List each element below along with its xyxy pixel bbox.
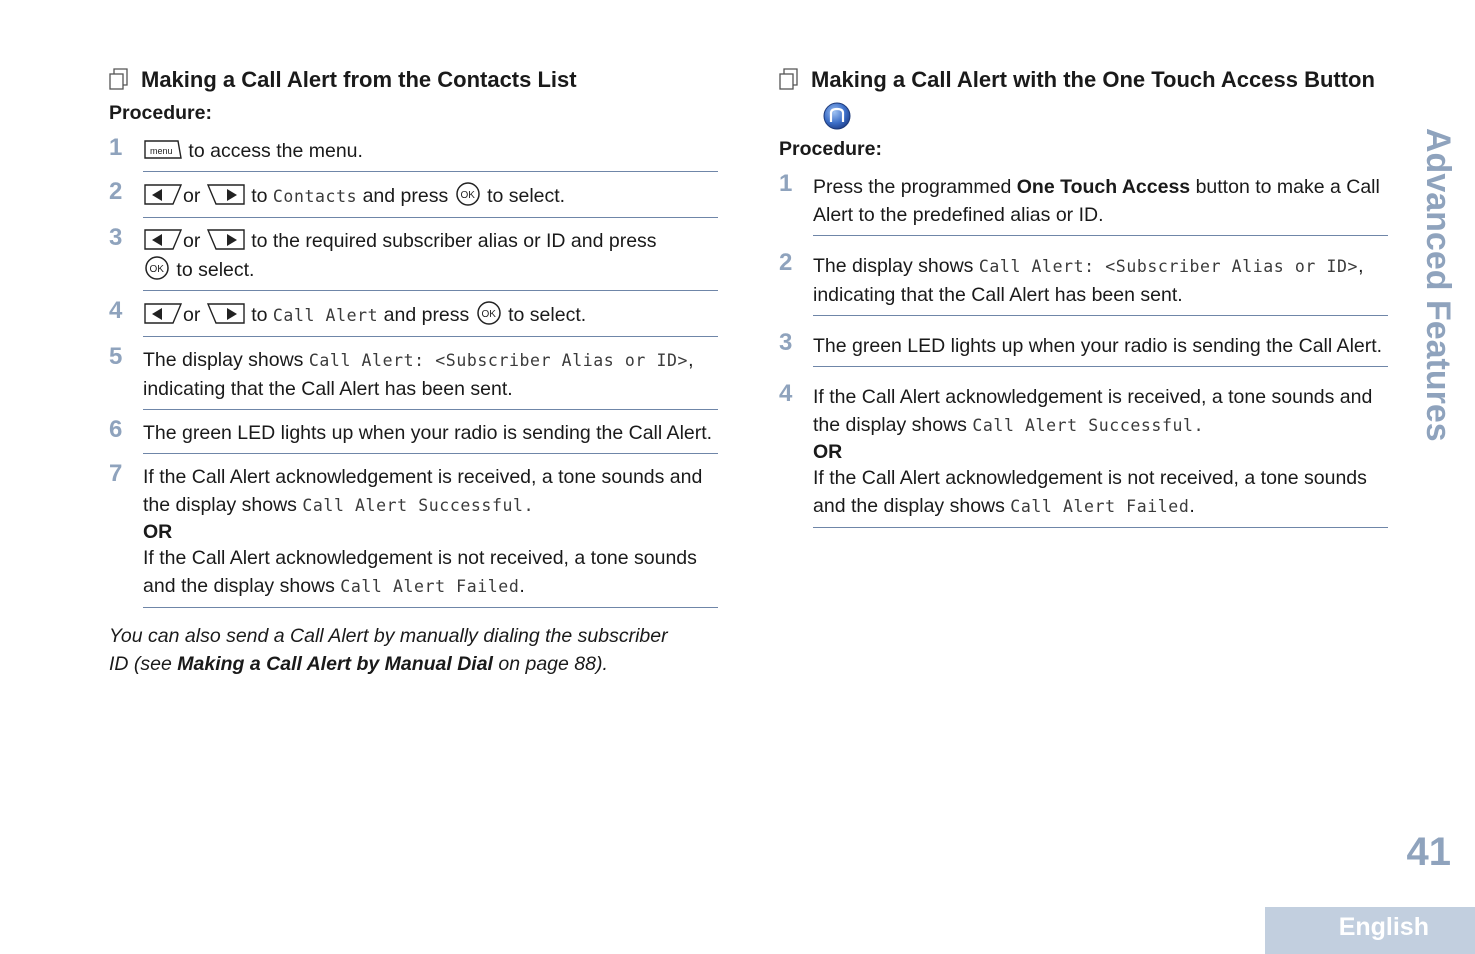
display-text: Call Alert Successful bbox=[972, 416, 1194, 435]
left-procedure-label: Procedure: bbox=[109, 102, 212, 124]
step-number: 1 bbox=[779, 170, 793, 197]
or-label: OR bbox=[143, 521, 173, 543]
step-number: 4 bbox=[779, 380, 793, 407]
button-name: One Touch Access bbox=[1016, 176, 1191, 198]
step-text: or bbox=[183, 185, 201, 207]
step-text: to select. bbox=[508, 304, 587, 326]
step-text: If the Call Alert acknowledgement is received, a tone sounds and the display shows bbox=[143, 466, 703, 516]
note bbox=[109, 622, 689, 678]
display-text: Call Alert bbox=[272, 306, 379, 325]
step-body bbox=[143, 296, 718, 337]
step-body bbox=[813, 248, 1388, 316]
step-body bbox=[813, 169, 1388, 236]
right-procedure-label: Procedure: bbox=[779, 138, 882, 160]
step-text: , indicating that the Call Alert has been sent. bbox=[813, 255, 1364, 306]
step-body bbox=[143, 177, 718, 218]
step-text: If the Call Alert acknowledgement is not received, a tone sounds and the display shows bbox=[813, 467, 1367, 517]
display-text: Call Alert Successful bbox=[302, 496, 524, 515]
left-step-7 bbox=[109, 459, 718, 608]
left-step-5 bbox=[109, 342, 718, 410]
right-section-heading bbox=[779, 62, 1388, 134]
or-label: OR bbox=[813, 441, 843, 463]
left-step-3 bbox=[109, 223, 718, 291]
step-text: and press bbox=[362, 185, 449, 207]
page-icon bbox=[779, 68, 799, 90]
step-text: to the required subscriber alias or ID and press bbox=[251, 230, 657, 252]
note-text: You can also send a Call Alert by manually dialing the subscriber ID (see bbox=[109, 625, 668, 675]
left-section-title: Making a Call Alert from the Contacts List bbox=[141, 67, 577, 92]
step-number: 7 bbox=[109, 460, 123, 487]
step-text: to bbox=[251, 185, 268, 207]
language-tab: English bbox=[1265, 907, 1475, 954]
step-number: 6 bbox=[109, 416, 123, 443]
step-number: 1 bbox=[109, 134, 123, 161]
step-text: and press bbox=[383, 304, 470, 326]
step-text: to select. bbox=[176, 259, 255, 281]
step-text: or bbox=[183, 230, 201, 252]
left-step-1 bbox=[109, 133, 718, 172]
left-column bbox=[109, 62, 718, 678]
step-text: If the Call Alert acknowledgement is received, a tone sounds and the display shows bbox=[813, 386, 1373, 436]
ok-key-icon bbox=[454, 181, 482, 207]
ok-key-icon bbox=[143, 255, 171, 281]
step-number: 2 bbox=[109, 178, 123, 205]
right-section-title: Making a Call Alert with the One Touch Access Button bbox=[811, 67, 1375, 92]
right-navigation-key-icon bbox=[206, 183, 246, 207]
menu-key-icon bbox=[143, 138, 183, 162]
page-icon bbox=[109, 68, 129, 90]
note-text: on page 88). bbox=[492, 653, 608, 675]
left-step-4 bbox=[109, 296, 718, 337]
step-number: 3 bbox=[109, 224, 123, 251]
left-step-2 bbox=[109, 177, 718, 218]
step-text: to access the menu. bbox=[188, 140, 363, 162]
left-section-heading bbox=[109, 62, 718, 98]
svg-text:OK: OK bbox=[149, 264, 164, 275]
display-text: Call Alert: <Subscriber Alias or ID> bbox=[308, 351, 689, 370]
svg-text:OK: OK bbox=[481, 309, 496, 320]
step-body bbox=[143, 133, 718, 172]
step-text: Press the programmed bbox=[813, 176, 1017, 198]
chapter-side-tab: Advanced Features bbox=[1419, 128, 1457, 442]
step-number: 5 bbox=[109, 343, 123, 370]
step-text: to select. bbox=[487, 185, 566, 207]
step-text: If the Call Alert acknowledgement is not received, a tone sounds and the display shows bbox=[143, 547, 697, 597]
step-body bbox=[143, 342, 718, 410]
step-text: button to make a Call Alert to the predefined alias or ID. bbox=[813, 176, 1380, 226]
step-text: or bbox=[183, 304, 201, 326]
step-body: If the Call Alert acknowledgement is received, a tone sounds and the display shows Call Alert Successful. OR If the Call Alert acknowledgement is not received, a tone sounds and the display shows Call Alert Failed. bbox=[813, 379, 1388, 528]
display-text: Call Alert Failed bbox=[1010, 497, 1190, 516]
cross-reference-link[interactable]: Making a Call Alert by Manual Dial bbox=[177, 653, 493, 675]
step-text: The display shows bbox=[813, 255, 974, 277]
svg-text:OK: OK bbox=[460, 190, 475, 201]
step-text: The display shows bbox=[143, 349, 304, 371]
step-text: , indicating that the Call Alert has been sent. bbox=[143, 349, 694, 400]
display-text: Call Alert Failed bbox=[340, 577, 520, 596]
right-step-1 bbox=[779, 169, 1388, 236]
right-step-3 bbox=[779, 328, 1388, 367]
left-navigation-key-icon bbox=[143, 183, 183, 207]
step-body: The green LED lights up when your radio is sending the Call Alert. bbox=[813, 328, 1388, 367]
left-navigation-key-icon bbox=[143, 302, 183, 326]
step-number: 3 bbox=[779, 329, 793, 356]
right-step-2 bbox=[779, 248, 1388, 316]
right-navigation-key-icon bbox=[206, 302, 246, 326]
right-navigation-key-icon bbox=[206, 228, 246, 252]
page-number: 41 bbox=[1406, 830, 1451, 874]
step-body: The green LED lights up when your radio is sending the Call Alert. bbox=[143, 415, 718, 454]
step-body bbox=[143, 223, 718, 291]
step-number: 4 bbox=[109, 297, 123, 324]
svg-text:menu: menu bbox=[150, 146, 173, 156]
step-number: 2 bbox=[779, 249, 793, 276]
display-text: Call Alert: <Subscriber Alias or ID> bbox=[978, 257, 1359, 276]
right-step-4 bbox=[779, 379, 1388, 528]
display-text: Contacts bbox=[272, 187, 358, 206]
left-step-6 bbox=[109, 415, 718, 454]
left-navigation-key-icon bbox=[143, 228, 183, 252]
step-body: If the Call Alert acknowledgement is received, a tone sounds and the display shows Call Alert Successful. OR If the Call Alert acknowledgement is not received, a tone sounds and the display shows Call Alert Failed. bbox=[143, 459, 718, 608]
right-column bbox=[779, 62, 1388, 540]
ok-key-icon bbox=[475, 300, 503, 326]
step-text: to bbox=[251, 304, 268, 326]
one-touch-access-button-icon bbox=[823, 102, 851, 130]
